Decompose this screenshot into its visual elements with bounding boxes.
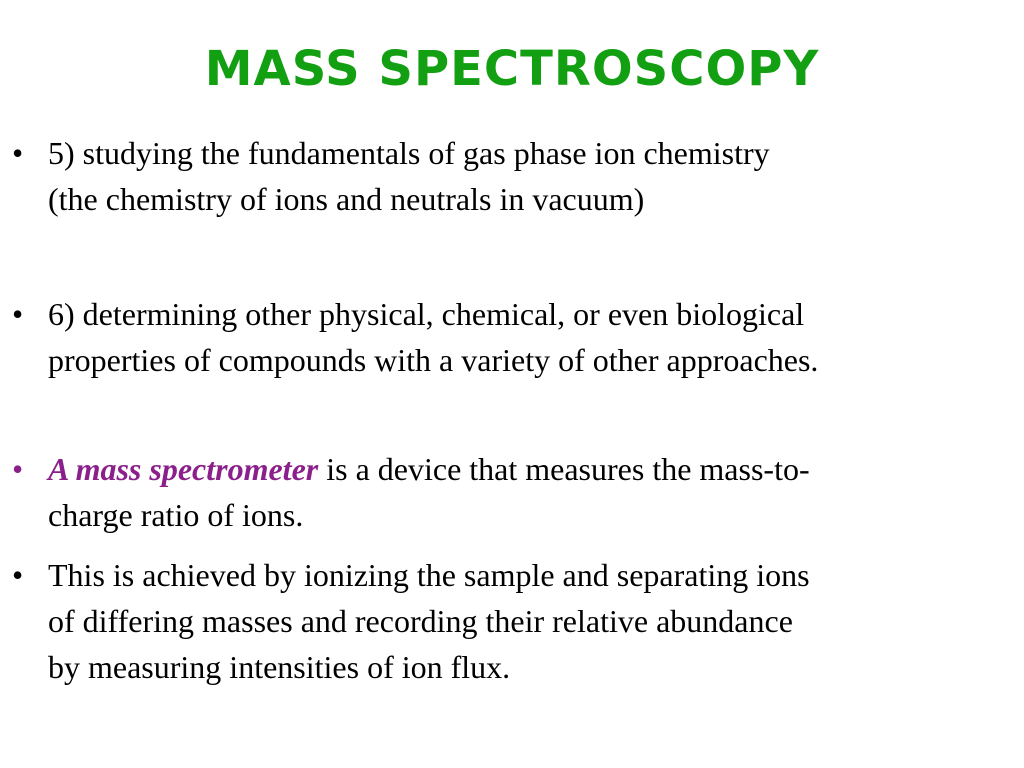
bullet-marker-icon: • (12, 557, 24, 593)
bullet-text: is a device that measures the mass-to- charge ratio of ions. (48, 451, 810, 533)
bullet-item (12, 446, 1016, 538)
bullet-item (12, 130, 1016, 222)
bullet-text: 6) determining other physical, chemical, or even biological properties of compounds with a variety of other approaches. (48, 296, 819, 378)
bullet-text: 5) studying the fundamentals of gas phase ion chemistry (the chemistry of ions and neutrals in vacuum) (48, 135, 770, 217)
bullet-text-container (48, 446, 1016, 538)
bullet-marker-icon: • (12, 451, 24, 487)
bullet-item (12, 291, 1016, 383)
slide-title: MASS SPECTROSCOPY (204, 41, 820, 97)
bullet-text: This is achieved by ionizing the sample and separating ions of differing masses and recording their relative abundance by measuring intensities of ion flux. (48, 557, 810, 685)
emphasized-term: A mass spectrometer (48, 451, 319, 487)
bullet-marker-icon: • (12, 296, 24, 332)
bullet-item (12, 552, 1016, 690)
bullet-marker-icon: • (12, 135, 24, 171)
